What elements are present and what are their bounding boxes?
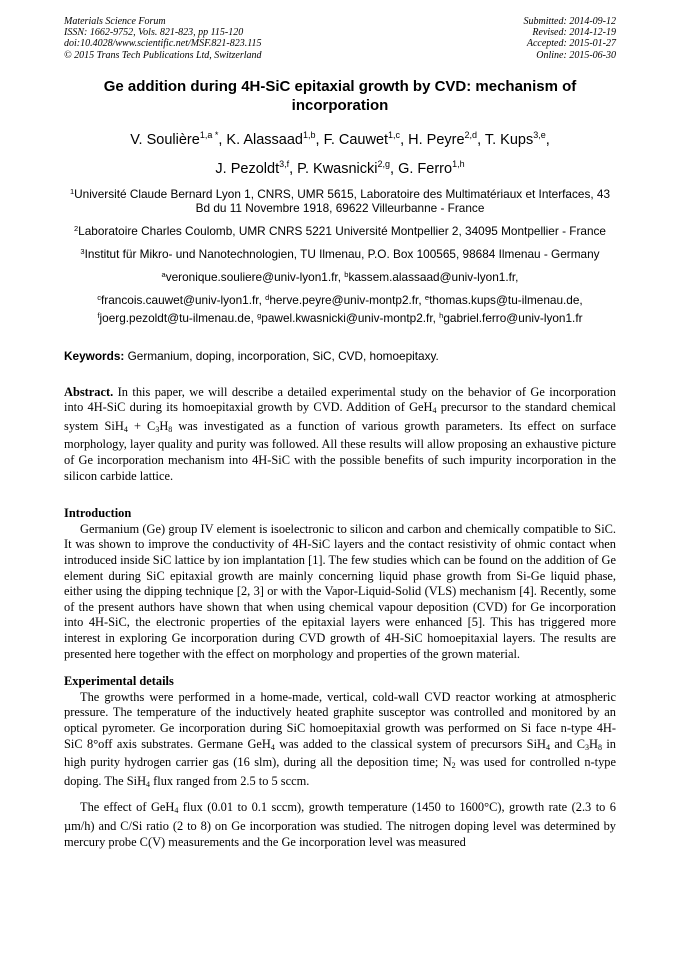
- email-line: $^a$veronique.souliere@univ-lyon1.fr, $^b$kassem.alassaad@univ-lyon1.fr,: [161, 270, 519, 285]
- affiliation-3: [64, 245, 616, 262]
- email-link[interactable]: pawel.kwasnicki@univ-montp2.fr: [261, 311, 433, 326]
- affiliation-text: Laboratoire Charles Coulomb, UMR CNRS 5221 Université Montpellier 2, 34095 Montpellier - France: [78, 224, 606, 238]
- email-line: $^c$francois.cauwet@univ-lyon1.fr, $^d$herve.peyre@univ-montp2.fr, $^e$thomas.kups@tu-ilmenau.de,: [97, 292, 583, 307]
- date-online: Online: 2015-06-30: [536, 49, 616, 61]
- affiliation-2: [64, 222, 616, 239]
- author-affiliation-marker: 1,b: [302, 129, 316, 140]
- affiliation-text: Université Claude Bernard Lyon 1, CNRS, UMR 5615, Laboratoire des Multimatériaux et Interfaces, 43 Bd du 11 Novembre 1918, 69622 Villeurbanne - France: [74, 186, 611, 216]
- author-line: V. Soulière$^{1,a *}$, K. Alassaad$^{1,b}$, F. Cauwet$^{1,c}$, H. Peyre$^{2,d}$, T. Kups$^{3,e}$,: [130, 129, 550, 148]
- email-link[interactable]: kassem.alassaad@univ-lyon1.fr: [348, 270, 516, 285]
- date-accepted: Accepted: 2015-01-27: [526, 38, 616, 50]
- author-emails: [64, 267, 616, 327]
- author-affiliation-marker: 3,f: [279, 158, 290, 169]
- author-affiliation-marker: 1,a *: [199, 129, 219, 140]
- affiliation-number: 2: [74, 224, 79, 233]
- email-link[interactable]: thomas.kups@tu-ilmenau.de: [429, 292, 580, 307]
- paper-title: Ge addition during 4H-SiC epitaxial growth by CVD: mechanism of incorporation: [103, 77, 577, 114]
- submission-dates: [524, 16, 617, 61]
- author-name: G. Ferro: [398, 160, 453, 177]
- experimental-heading: Experimental details: [64, 674, 174, 689]
- introduction-heading: Introduction: [64, 506, 132, 521]
- keywords-label: Keywords:: [64, 348, 125, 363]
- author-affiliation-marker: 2,d: [464, 129, 478, 140]
- journal-copyright: © 2015 Trans Tech Publications Ltd, Switzerland: [64, 49, 262, 61]
- affiliation-1: [64, 185, 616, 216]
- email-line: $^f$joerg.pezoldt@tu-ilmenau.de, $^g$pawel.kwasnicki@univ-montp2.fr, $^h$gabriel.ferro@univ-lyon1.fr: [97, 311, 583, 326]
- author-name: K. Alassaad: [226, 131, 303, 148]
- email-link[interactable]: francois.cauwet@univ-lyon1.fr: [101, 292, 259, 307]
- email-link[interactable]: herve.peyre@univ-montp2.fr: [269, 292, 419, 307]
- paper-page: [64, 16, 616, 850]
- journal-issn: ISSN: 1662-9752, Vols. 821-823, pp 115-120: [64, 27, 244, 39]
- abstract-label: Abstract.: [64, 384, 114, 399]
- experimental-paragraph-1: The growths were performed in a home-made, vertical, cold-wall CVD reactor working at atmospheric pressure. The temperature of the inductively heated graphite susceptor was controlled and monitored by an optical pyrometer. Ge incorporation during SiC homoepitaxial growth was performed on Si face n-type 4H-SiC 8°off axis substrates. Germane GeH$_4$ was added to the classical system of precursors SiH$_4$ and $C_3H_8$ in high purity hydrogen carrier gas (16 slm), during all the deposition time; $N_2$ was used for controlled n-type doping. The SiH$_4$ flux ranged from 2.5 to 5 sccm.: [64, 689, 617, 789]
- journal-doi: doi:10.4028/www.scientific.net/MSF.821-823.115: [64, 38, 262, 50]
- author-name: H. Peyre: [408, 131, 465, 148]
- author-line: J. Pezoldt$^{3,f}$, P. Kwasnicki$^{2,g}$, G. Ferro$^{1,h}$: [215, 158, 465, 177]
- affiliation-number: 1: [69, 186, 75, 196]
- author-list: [64, 123, 616, 181]
- keywords-text: Germanium, doping, incorporation, SiC, CVD, homoepitaxy.: [124, 348, 439, 363]
- experimental-paragraph-2: The effect of GeH$_4$ flux (0.01 to 0.1 sccm), growth temperature (1450 to 1600°C), growth rate (2.3 to 6 µm/h) and C/Si ratio (2 to 8) on Ge incorporation was studied. The nitrogen doping level was determined by mercury probe C(V) measurements and the Ge incorporation level was measured: [64, 800, 616, 849]
- author-affiliation-marker: 2,g: [377, 158, 391, 169]
- email-link[interactable]: veronique.souliere@univ-lyon1.fr: [165, 270, 338, 285]
- date-revised: Revised: 2014-12-19: [532, 27, 616, 39]
- journal-info: [64, 16, 262, 61]
- abstract: Abstract. In this paper, we will describe a detailed experimental study on the behavior of Ge incorporation into 4H-SiC during its homoepitaxial growth by CVD. Addition of GeH$_4$ precursor to the standard chemical system $SiH_4 + C_3H_8$ was investigated as a function of various growth parameters. Its effect on surface morphology, layer quality and purity was followed. All these results will allow proposing an exhaustive picture of Ge incorporation mechanism into 4H-SiC with the possible benefits of such impurity incorporation in the silicon carbide lattice.: [64, 384, 616, 483]
- author-affiliation-marker: 1,h: [452, 158, 465, 169]
- affiliation-number: 3: [80, 246, 85, 256]
- affiliation-text: Institut für Mikro- und Nanotechnologien, TU Ilmenau, P.O. Box 100565, 98684 Ilmenau - Germany: [84, 246, 600, 261]
- email-link[interactable]: gabriel.ferro@univ-lyon1.fr: [443, 311, 583, 326]
- author-name: P. Kwasnicki: [297, 160, 378, 177]
- author-affiliation-marker: 3,e: [533, 129, 546, 140]
- keywords: [64, 349, 616, 363]
- author-name: V. Soulière: [130, 131, 200, 148]
- journal-header: [64, 16, 616, 61]
- email-link[interactable]: joerg.pezoldt@tu-ilmenau.de: [99, 311, 251, 326]
- author-name: T. Kups: [484, 131, 534, 148]
- date-submitted: Submitted: 2014-09-12: [523, 16, 616, 27]
- author-name: F. Cauwet: [323, 131, 389, 148]
- introduction-paragraph: Germanium (Ge) group IV element is isoelectronic to silicon and carbon and chemically compatible to SiC. It was shown to improve the conductivity of 4H-SiC layers and the contact resistivity of ohmic contact when introduced inside SiC lattice by ion implantation [1]. The few studies which can be found on the addition of Ge element during SiC epitaxial growth are mainly concerning liquid phase growth from Si-Ge liquid phase, either using the dipping technique [2, 3] or with the Vapor-Liquid-Solid (VLS) mechanism [4]. Recently, some of the present authors have shown that when using chemical vapour deposition (CVD) for Ge incorporation into 4H-SiC, the electronic properties of the epitaxial layers were enhanced [5]. This has triggered more interest in exploring Ge incorporation during CVD growth of 4H-SiC homoepitaxial layers. The results are presented here together with the effect on morphology and properties of the grown material.: [64, 521, 616, 661]
- journal-name: Materials Science Forum: [64, 16, 166, 27]
- author-affiliation-marker: 1,c: [388, 129, 401, 140]
- author-name: J. Pezoldt: [215, 160, 280, 177]
